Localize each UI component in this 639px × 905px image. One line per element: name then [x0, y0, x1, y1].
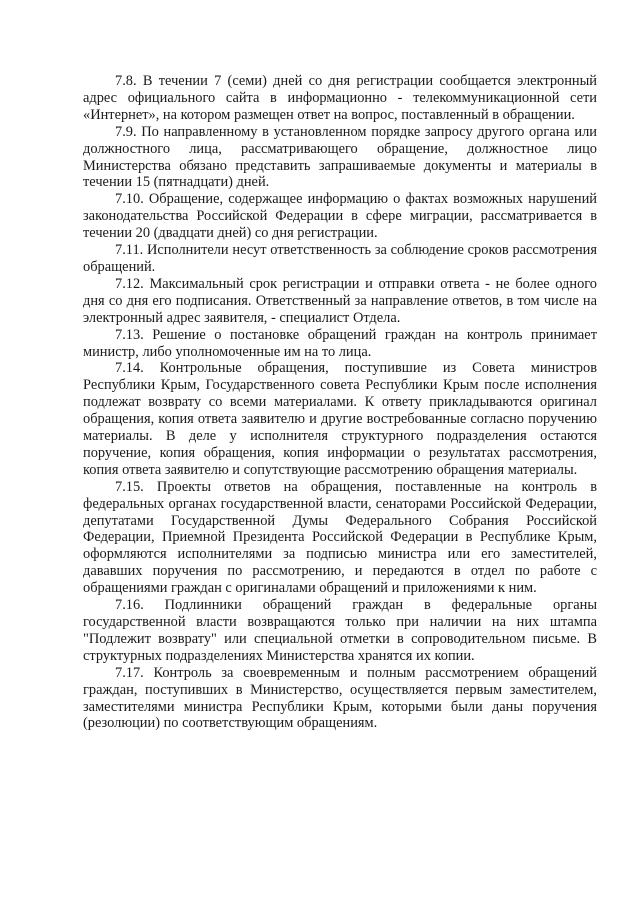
- paragraph-7-10: 7.10. Обращение, содержащее информацию о фактах возможных нарушений законодательства Российской Федерации в сфере миграции, рассматривается в течении 20 (двадцати дней) со дня регистрации.: [83, 191, 597, 242]
- paragraph-7-13: 7.13. Решение о постановке обращений граждан на контроль принимает министр, либо уполномоченные им на то лица.: [83, 326, 597, 360]
- paragraph-7-14: 7.14. Контрольные обращения, поступившие из Совета министров Республики Крым, Государственного совета Республики Крым после исполнения подлежат возврату со всеми материалами. К ответу прикладываются оригинал обращения, копия ответа заявителю и другие востребованные согласно поручению материалы. В деле у исполнителя структурного подразделения остаются поручение, копия обращения, копия информации о результатах рассмотрения, копия ответа заявителю и сопутствующие рассмотрению обращения материалы.: [83, 360, 597, 478]
- paragraph-7-15: 7.15. Проекты ответов на обращения, поставленные на контроль в федеральных органах государственной власти, сенаторами Российской Федерации, депутатами Государственной Думы Федерального Собрания Российской Федерации, Приемной Президента Российской Федерации в Республике Крым, оформляются исполнителями за подписью министра или его заместителей, дававших поручения по рассмотрению, и передаются в отдел по работе с обращениями граждан с оригиналами обращений и приложениями к ним.: [83, 478, 597, 597]
- document-body: [83, 73, 597, 732]
- paragraph-7-8: 7.8. В течении 7 (семи) дней со дня регистрации сообщается электронный адрес официального сайта в информационно - телекоммуникационной сети «Интернет», на котором размещен ответ на вопрос, поставленный в обращении.: [83, 73, 597, 123]
- paragraph-7-17: 7.17. Контроль за своевременным и полным рассмотрением обращений граждан, поступивших в Министерство, осуществляется первым заместителем, заместителями министра Республики Крым, которыми были даны поручения (резолюции) по соответствующим обращениям.: [83, 664, 597, 732]
- paragraph-7-11: 7.11. Исполнители несут ответственность за соблюдение сроков рассмотрения обращений.: [83, 242, 597, 275]
- paragraph-7-9: 7.9. По направленному в установленном порядке запросу другого органа или должностного лица, рассматривающего обращение, должностное лицо Министерства обязано представить запрашиваемые документы и материалы в течении 15 (пятнадцати) дней.: [83, 123, 597, 191]
- paragraph-7-12: 7.12. Максимальный срок регистрации и отправки ответа - не более одного дня со дня его подписания. Ответственный за направление ответов, в том числе на электронный адрес заявителя, - специалист Отдела.: [83, 275, 597, 326]
- paragraph-7-16: 7.16. Подлинники обращений граждан в федеральные органы государственной власти возвращаются только при наличии на них штампа "Подлежит возврату" или специальной отметки в сопроводительном письме. В структурных подразделениях Министерства хранятся их копии.: [83, 597, 597, 664]
